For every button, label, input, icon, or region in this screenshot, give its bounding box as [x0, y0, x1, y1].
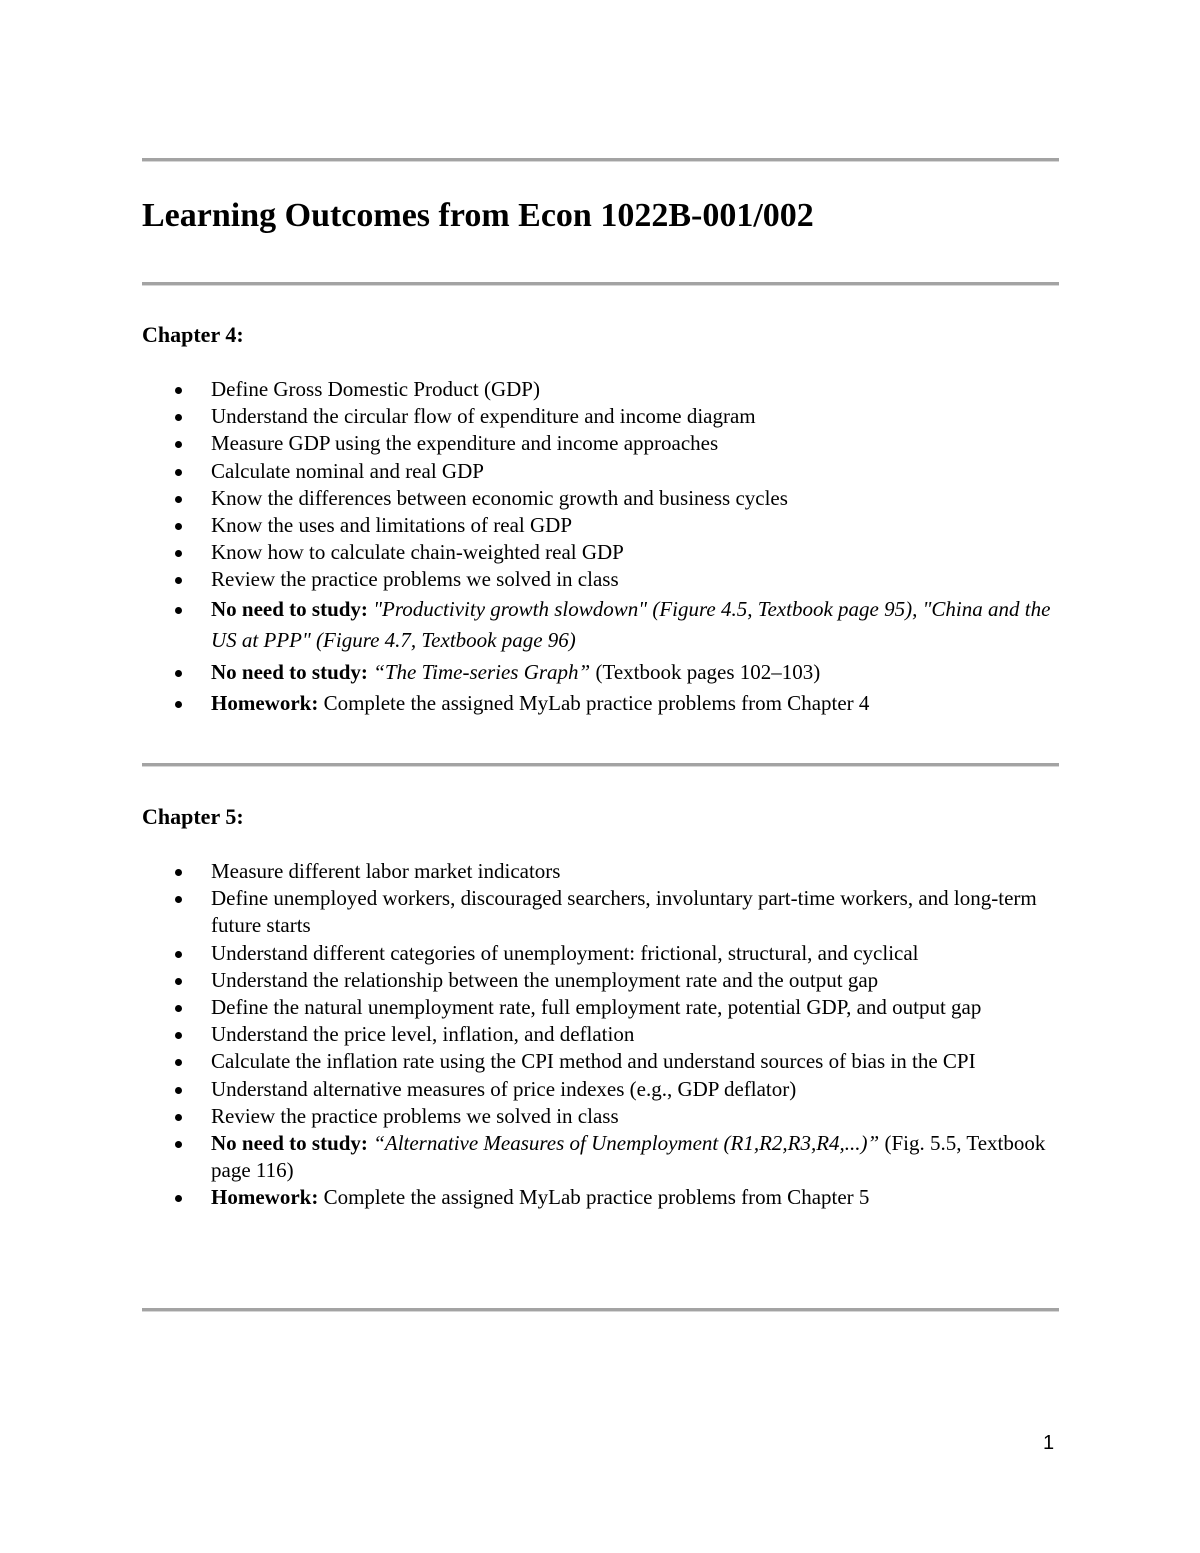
- list-item: Know the uses and limitations of real GDP: [142, 512, 1060, 539]
- list-item: Calculate nominal and real GDP: [142, 458, 1060, 485]
- list-item: Review the practice problems we solved in class: [142, 566, 1060, 593]
- list-item-no-need-to-study: [142, 1130, 1060, 1184]
- list-item: Know the differences between economic growth and business cycles: [142, 485, 1060, 512]
- divider-after-chapter-4: [142, 763, 1059, 767]
- homework-label: Homework:: [211, 1185, 319, 1210]
- page-title: Learning Outcomes from Econ 1022B-001/002: [142, 197, 814, 234]
- homework-text: Complete the assigned MyLab practice problems from Chapter 5: [318, 1185, 870, 1210]
- no-need-to-study-label: No need to study:: [211, 659, 368, 684]
- excluded-topic: “The Time-series Graph”: [367, 659, 591, 684]
- list-item-homework: [142, 688, 1060, 720]
- list-item: Understand the price level, inflation, and deflation: [142, 1021, 1060, 1048]
- page-number: 1: [1043, 1432, 1055, 1454]
- divider-top: [142, 158, 1059, 162]
- excluded-topic: “Alternative Measures of Unemployment (R1,R2,R3,R4,...)”: [367, 1131, 880, 1156]
- homework-text: Complete the assigned MyLab practice problems from Chapter 4: [318, 691, 870, 716]
- list-item: Define unemployed workers, discouraged searchers, involuntary part-time workers, and long-term future starts: [142, 885, 1060, 939]
- list-item: Understand the circular flow of expenditure and income diagram: [142, 403, 1060, 430]
- excluded-topic-reference: (Textbook pages 102–103): [590, 659, 821, 684]
- list-item: Define Gross Domestic Product (GDP): [142, 376, 1060, 403]
- chapter-4-outcomes: [142, 376, 1060, 720]
- excluded-topics: "Productivity growth slowdown" (Figure 4.5, Textbook page 95), "China and the US at PPP" (Figure 4.7, Textbook page 96): [211, 596, 1051, 653]
- list-item: Understand alternative measures of price indexes (e.g., GDP deflator): [142, 1076, 1060, 1103]
- list-item: Measure different labor market indicators: [142, 858, 1060, 885]
- no-need-to-study-label: No need to study:: [211, 596, 368, 621]
- chapter-5-outcomes: [142, 858, 1060, 1212]
- homework-label: Homework:: [211, 691, 319, 716]
- list-item: Understand the relationship between the unemployment rate and the output gap: [142, 967, 1060, 994]
- list-item: Define the natural unemployment rate, full employment rate, potential GDP, and output gap: [142, 994, 1060, 1021]
- divider-after-title: [142, 282, 1059, 286]
- list-item-no-need-to-study: [142, 594, 1060, 657]
- list-item: Review the practice problems we solved in class: [142, 1103, 1060, 1130]
- list-item: Calculate the inflation rate using the CPI method and understand sources of bias in the CPI: [142, 1048, 1060, 1075]
- no-need-to-study-label: No need to study:: [211, 1131, 368, 1156]
- list-item: Measure GDP using the expenditure and income approaches: [142, 430, 1060, 457]
- list-item-no-need-to-study: [142, 657, 1060, 689]
- chapter-5-heading: Chapter 5:: [142, 804, 244, 829]
- divider-bottom: [142, 1308, 1059, 1312]
- chapter-4-heading: Chapter 4:: [142, 322, 244, 347]
- list-item-homework: [142, 1184, 1060, 1211]
- list-item: Understand different categories of unemployment: frictional, structural, and cyclical: [142, 940, 1060, 967]
- excluded-topic-reference: (Fig. 5.5, Textbook page 116): [211, 1131, 1046, 1183]
- list-item: Know how to calculate chain-weighted real GDP: [142, 539, 1060, 566]
